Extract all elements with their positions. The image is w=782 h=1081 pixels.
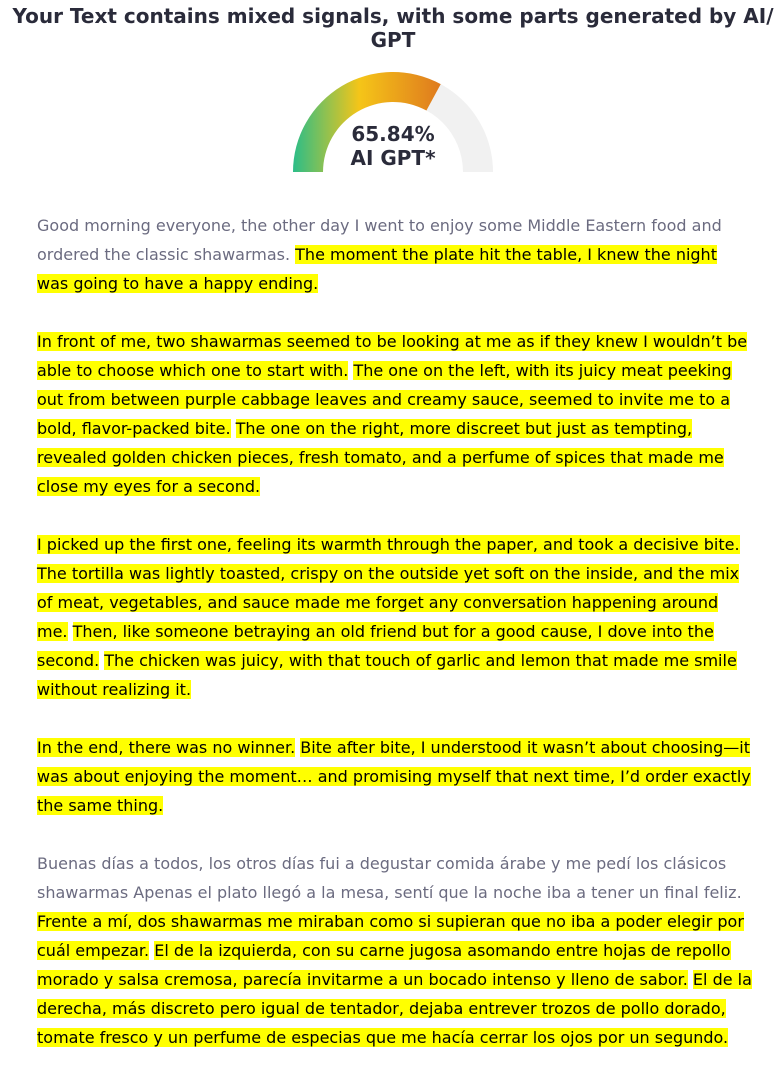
ai-highlighted-segment: The chicken was juicy, with that touch of garlic and lemon that made me smile without realizing it. bbox=[37, 651, 737, 699]
human-text-segment: Good morning everyone, the other day I went to enjoy some Middle Eastern food and ordered the classic shawarmas. bbox=[37, 216, 722, 264]
ai-highlighted-segment: In front of me, two shawarmas seemed to be looking at me as if they knew I wouldn’t be able to choose which one to start with. bbox=[37, 332, 748, 380]
ai-highlighted-segment: Then, like someone betraying an old friend but for a good cause, I dove into the second. bbox=[37, 622, 714, 670]
human-text-segment bbox=[68, 622, 73, 641]
text-paragraph bbox=[37, 211, 753, 298]
ai-highlighted-segment: Frente a mí, dos shawarmas me miraban como si supieran que no iba a poder elegir por cuál empezar. bbox=[37, 912, 744, 960]
ai-percentage: 65.84% bbox=[351, 122, 435, 146]
human-text-segment: Buenas días a todos, los otros días fui a degustar comida árabe y me pedí los clásicos shawarmas Apenas el plato llegó a la mesa, sentí que la noche iba a tener un final feliz. bbox=[37, 854, 742, 902]
ai-highlighted-segment: The moment the plate hit the table, I knew the night was going to have a happy ending. bbox=[37, 245, 717, 293]
ai-highlighted-segment: El de la derecha, más discreto pero igual de tentador, dejaba entrever trozos de pollo dorado, tomate fresco y un perfume de especias que me hacía cerrar los ojos por un segundo. bbox=[37, 970, 752, 1047]
ai-highlighted-segment: I picked up the first one, feeling its warmth through the paper, and took a decisive bite. The tortilla was lightly toasted, crispy on the outside yet soft on the inside, and the mix of meat, vegetables, and sauce made me forget any conversation happening around me. bbox=[37, 535, 740, 641]
ai-highlighted-segment: Bite after bite, I understood it wasn’t about choosing—it was about enjoying the moment… and promising myself that next time, I’d order exactly the same thing. bbox=[37, 738, 751, 815]
text-paragraph bbox=[37, 327, 753, 501]
ai-highlighted-segment: The one on the left, with its juicy meat peeking out from between purple cabbage leaves and creamy sauce, seemed to invite me to a bold, flavor-packed bite. bbox=[37, 361, 732, 438]
ai-highlighted-segment: El de la izquierda, con su carne jugosa asomando entre hojas de repollo morado y salsa cremosa, parecía invitarme a un bocado intenso y lleno de sabor. bbox=[37, 941, 731, 989]
analyzed-text bbox=[37, 211, 753, 1081]
result-title: Your Text contains mixed signals, with some parts generated by AI/ GPT bbox=[12, 4, 774, 52]
text-paragraph bbox=[37, 849, 753, 1052]
ai-highlighted-segment: The one on the right, more discreet but just as tempting, revealed golden chicken pieces, fresh tomato, and a perfume of spices that made me close my eyes for a second. bbox=[37, 419, 724, 496]
ai-score-gauge bbox=[292, 71, 494, 172]
text-paragraph bbox=[37, 530, 753, 704]
text-paragraph bbox=[37, 733, 753, 820]
ai-label: AI GPT* bbox=[350, 146, 436, 170]
ai-highlighted-segment: In the end, there was no winner. bbox=[37, 738, 296, 757]
human-text-segment bbox=[231, 419, 236, 438]
